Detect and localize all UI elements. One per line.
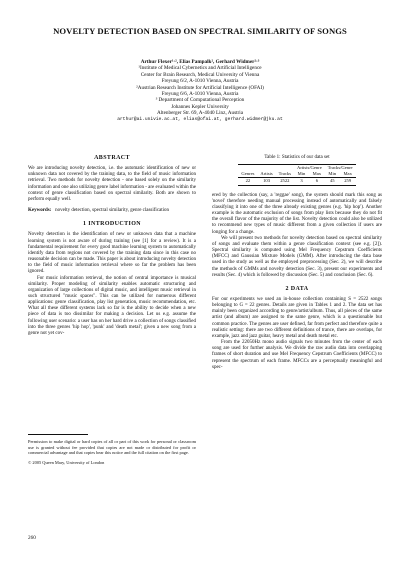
footnote-divider — [28, 434, 88, 435]
keywords-text: novelty detection, spectral similarity, genre classification — [55, 208, 170, 214]
table-header: Artists — [260, 171, 273, 177]
data-paragraph-2: From the 22050Hz mono audio signals two minutes from the center of each song are used for further analysis. We divide the raw audio data into overlapping frames of short duration and use Mel Frequency Cepstrum Coefficients (MFCC) to represent the spectrum of each frame. MFCCs are a perceptually meaningful and spec- — [212, 340, 382, 370]
affiliation-line: ³ Department of Computational Perception — [155, 97, 245, 104]
table-cell: 6 — [315, 178, 319, 184]
data-heading: 2 DATA — [285, 285, 309, 292]
right-column — [212, 155, 382, 371]
table-header: Min — [328, 171, 337, 177]
affiliation-line: Center for Brain Research, Medical University of Vienna — [140, 71, 260, 78]
right-paragraph-1: ered by the collection (say, a 'reggae' song), the system should mark this song as 'novel' therefore needing manual processing instead of automatically and falsely classifying it into one of the three already existing genres (e.g. 'hip hop'). Another example is the automatic exclusion of songs from play lists because they do not fit the overall flavor of the majority of the list. Novelty detection could also be utilized to recommend new types of music different from a given collection if users are longing for a change. — [212, 192, 382, 235]
affiliation-line: ²Austrian Research Institute for Artificial Intelligence (OFAI) — [136, 84, 264, 91]
author-names: Arthur Flexer¹·², Elias Pampalk², Gerhard Widmer²·³ — [140, 59, 260, 65]
intro-paragraph-1: Novelty detection is the identification of new or unknown data that a machine learning system is not aware of during training (see [1] for a review). It is a fundamental requirement for every good machine learning system to automatically identify data from regions not covered by the training data since in this case no reasonable decision can be made. This paper is about introducing novelty detection to the field of music information retrieval where so far the problem has been ignored. — [28, 232, 196, 275]
abstract-heading: ABSTRACT — [94, 155, 130, 161]
paper-title: NOVELTY DETECTION BASED ON SPECTRAL SIMILARITY OF SONGS — [53, 26, 347, 36]
table-group-header: Tracks/Genre — [327, 165, 353, 171]
copyright-footnote — [28, 439, 196, 465]
left-column — [28, 155, 196, 337]
table-cell: 22 — [245, 178, 251, 184]
introduction-heading: 1 INTRODUCTION — [82, 221, 142, 228]
table-row — [238, 178, 355, 185]
permission-notice: Permission to make digital or hard copies of all or part of this work for personal or classroom use is granted without fee provided that copies are not made or distributed for profit or commercial advantage and that copies bear this notice and the full citation on the first page. — [28, 439, 196, 455]
data-paragraph-1: For our experiments we used an in-house collection containing S = 2522 songs belonging to G = 22 genres. Details are given in Tables 1 and 2. The data set has mainly been organized according to genre/artist/album. Thus, all pieces of the same artist (and album) are assigned to the same genre, which is a questionable but common practice. The genres are user defined, far from perfect and therefore quite a realistic setting: there are two different definitions of trance, there are overlaps, for example, jazz and jazz guitar, heavy metal and death metal etc. — [212, 296, 382, 339]
copyright-line: © 2005 Queen Mary, University of London — [28, 459, 105, 465]
abstract-text: We are introducing novelty detection, i.e. the automatic identification of new or unknown data not covered by the training data, to the field of music information retrieval. Two methods for novelty detection - one based solely on the similarity information and one also utilizing genre label information - are evaluated within the context of genre classification based on spectral similarity. Both are shown to perform equally well. — [28, 166, 197, 202]
affiliation-line: Johannes Kepler University — [171, 103, 229, 110]
table-cell: 103 — [263, 178, 270, 184]
table-cell: 3 — [300, 178, 303, 184]
table-cell: 259 — [344, 178, 352, 184]
statistics-table — [238, 164, 355, 185]
table-header: Min — [297, 171, 306, 177]
affiliation-line: ¹Institute of Medical Cybernetics and Artificial Intelligence — [138, 65, 262, 72]
table-caption: Table 1: Statistics of our data set — [264, 155, 330, 160]
author-block — [0, 59, 400, 123]
affiliation-line: Freyung 6/2, A-1010 Vienna, Austria — [161, 78, 239, 85]
author-emails: arthur@ai.univie.ac.at, elias@ofai.at, gerhard.widmer@jku.at — [117, 116, 283, 122]
affiliation-line: Freyung 6/6, A-1010 Vienna, Austria — [161, 91, 239, 98]
affiliation-line: Altenberger Str. 69, A-4040 Linz, Austria — [156, 110, 244, 117]
table-group-header: Artists/Genre — [297, 165, 322, 171]
table-header: Genres — [241, 171, 255, 177]
table-header: Max — [343, 171, 352, 177]
table-header: Max — [312, 171, 322, 177]
table-header: Tracks — [278, 171, 292, 177]
table-spacer — [238, 165, 294, 172]
table-cell: 45 — [329, 178, 335, 184]
right-paragraph-2: We will present two methods for novelty detection based on spectral similarity of songs and evaluate them within a genre classification context (see e.g. [2]). Spectral similarity is computed using Mel Frequency Cepstrum Coefficients (MFCC) and Gaussian Mixture Models (GMM). After introducing the data base used in the study as well as the employed preprocessing (Sec. 2), we will describe the methods of GMMs and novelty detection (Sec. 3), present our experiments and results (Sec. 4) which is followed by discussion (Sec. 5) and conclusion (Sec. 6). — [212, 235, 382, 278]
intro-paragraph-2: For music information retrieval, the notion of central importance is musical similarity. Proper modeling of similarity enables automatic structuring and organization of large collections of digital music, and intelligent music retrieval in such structured "music spaces". This can be utilized for numerous different applications: genre classification, play list generation, music recommendation, etc. What all these different systems lack so far is the ability to decide when a new piece of data is too dissimilar for making a decision. Let us e.g. assume the following user scenario: a user has on her hard drive a collection of songs classified into the three genres 'hip hop', 'punk' and 'death metal'; given a new song from a genre not yet cov- — [28, 275, 196, 336]
table-cell: 2522 — [280, 178, 290, 184]
page-number: 260 — [28, 535, 36, 541]
keywords-label: Keywords: — [28, 208, 52, 214]
